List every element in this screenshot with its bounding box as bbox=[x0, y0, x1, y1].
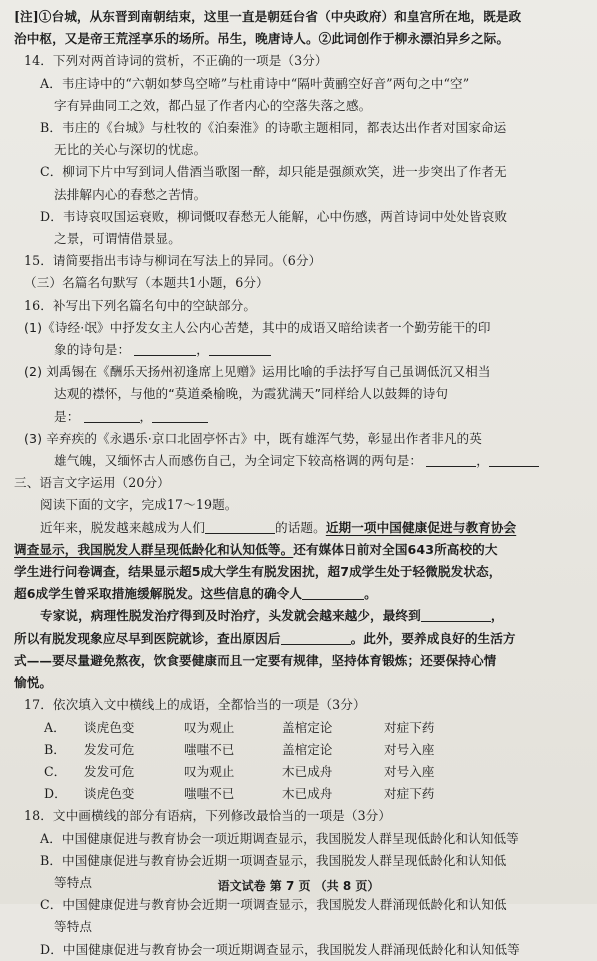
passage-line-7: 式——要尽量避免熬夜，饮食要健康而且一定要有规律，坚持体育锻炼；还要保持心情 bbox=[14, 652, 497, 668]
q18-option-b-line2: 等特点 bbox=[54, 874, 93, 890]
section-4-title: 三、语言文字运用（20分） bbox=[14, 475, 170, 491]
q17-stem: 17．依次填入文中横线上的成语，全都恰当的一项是（3分） bbox=[24, 697, 366, 713]
option-word: 盖棺定论 bbox=[282, 741, 333, 757]
q16-separator: ， bbox=[196, 342, 209, 358]
passage-text: 的话题。 bbox=[275, 519, 326, 535]
q16-item-1-line2 bbox=[14, 339, 583, 361]
q16-item-2-blank-2[interactable] bbox=[152, 408, 208, 423]
q16-item-3-line1: (3) 辛弃疾的《永遇乐·京口北固亭怀古》中，既有雄浑气势，彰显出作者非凡的英 bbox=[24, 430, 482, 446]
q14-option-b-line2: 无比的关心与深切的忧虑。 bbox=[54, 142, 207, 158]
option-word: 发发可危 bbox=[84, 763, 135, 779]
q16-stem: 16．补写出下列名篇名句中的空缺部分。 bbox=[24, 297, 257, 313]
section-3-title: （三）名篇名句默写（本题共1小题，6分） bbox=[24, 275, 269, 291]
passage-underlined-sentence: 近期一项中国健康促进与教育协会 bbox=[325, 519, 517, 535]
passage-underlined-sentence: 调查显示，我国脱发人群呈现低龄化和认知低等。 bbox=[14, 541, 294, 557]
passage-line-4 bbox=[14, 583, 583, 605]
passage-text: ， bbox=[490, 608, 504, 624]
passage-text: 还有媒体日前对全国643所高校的大 bbox=[293, 541, 498, 557]
q16-separator: ， bbox=[476, 453, 489, 469]
passage-line-3: 学生进行问卷调查，结果显示超5成大学生有脱发困扰，超7成学生处于轻微脱发状态， bbox=[14, 564, 502, 580]
q16-item-2-blank-1[interactable] bbox=[84, 408, 140, 423]
q14-stem: 14．下列对两首诗词的赏析，不正确的一项是（3分） bbox=[24, 53, 328, 69]
passage-text: 超6成学生曾采取措施缓解脱发。这些信息的确令人 bbox=[14, 586, 303, 602]
passage-line-1 bbox=[14, 517, 583, 539]
q16-item-1-blank-1[interactable] bbox=[134, 341, 196, 356]
passage-text: 。 bbox=[364, 586, 377, 602]
page-footer: 语文试卷 第 7 页 （共 8 页） bbox=[217, 879, 380, 893]
passage-line-8: 愉悦。 bbox=[14, 675, 53, 691]
option-word: 木已成舟 bbox=[282, 763, 333, 779]
passage-blank-3[interactable] bbox=[421, 607, 491, 622]
q17-option-b bbox=[14, 739, 583, 761]
option-letter: A． bbox=[44, 719, 66, 735]
option-word: 对症下药 bbox=[384, 786, 435, 802]
q18-stem: 18．文中画横线的部分有语病，下列修改最恰当的一项是（3分） bbox=[24, 808, 392, 824]
option-word: 对号入座 bbox=[384, 763, 435, 779]
option-word: 木已成舟 bbox=[282, 786, 333, 802]
q14-option-d-line1: D．韦诗哀叹国运衰败，柳词慨叹春愁无人能解，心中伤感，两首诗词中处处皆哀败 bbox=[40, 208, 508, 224]
q15-stem: 15．请简要指出韦诗与柳词在写法上的异同。（6分） bbox=[24, 253, 322, 269]
q14-option-b-line1: B．韦庄的《台城》与杜牧的《泊秦淮》的诗歌主题相同，都表达出作者对国家命运 bbox=[40, 120, 507, 136]
passage-text: 专家说，病理性脱发治疗得到及时治疗，头发就会越来越少，最终到 bbox=[40, 608, 421, 624]
option-word: 谈虎色变 bbox=[84, 719, 135, 735]
option-letter: D． bbox=[44, 786, 67, 802]
q16-item-2-line3 bbox=[14, 406, 583, 428]
option-word: 盖棺定论 bbox=[282, 719, 333, 735]
q16-item-3-line2 bbox=[14, 450, 583, 472]
option-letter: B． bbox=[44, 741, 66, 757]
q16-item-1-line1: (1)《诗经·氓》中抒发女主人公内心苦楚，其中的成语又暗给读者一个勤劳能干的印 bbox=[24, 319, 491, 335]
option-word: 嗤嗤不已 bbox=[184, 786, 235, 802]
q17-option-c bbox=[14, 761, 583, 783]
passage-text: 。此外，要养成良好的生活方 bbox=[350, 630, 516, 646]
q16-item-3-blank-2[interactable] bbox=[489, 452, 539, 467]
q18-option-c-line1: C．中国健康促进与教育协会近期一项调查显示，我国脱发人群涌现低龄化和认知低 bbox=[40, 897, 507, 913]
q16-item-1-blank-2[interactable] bbox=[209, 341, 271, 356]
q17-option-a bbox=[14, 717, 583, 739]
passage-line-5 bbox=[14, 605, 583, 627]
q16-item-1-prefix: 象的诗句是： bbox=[54, 342, 131, 358]
passage-line-6 bbox=[14, 628, 583, 650]
option-word: 叹为观止 bbox=[184, 763, 235, 779]
q14-option-c-line1: C．柳词下片中写到词人借酒当歌图一醉，却只能是强颜欢笑，进一步突出了作者无 bbox=[40, 164, 507, 180]
q16-item-3-blank-1[interactable] bbox=[426, 452, 476, 467]
q16-item-2-line2: 达观的襟怀，与他的“莫道桑榆晚，为霞犹满天”同样给人以鼓舞的诗句 bbox=[54, 386, 449, 402]
option-word: 发发可危 bbox=[84, 741, 135, 757]
q18-option-b-line1: B．中国健康促进与教育协会近期一项调查显示，我国脱发人群呈现低龄化和认知低 bbox=[40, 852, 507, 868]
q14-option-d-line2: 之景，可谓情借景显。 bbox=[54, 231, 181, 247]
option-word: 嗤嗤不已 bbox=[184, 741, 235, 757]
passage-line-2 bbox=[14, 539, 583, 561]
option-word: 叹为观止 bbox=[184, 719, 235, 735]
q18-option-a: A．中国健康促进与教育协会一项近期调查显示，我国脱发人群呈现低龄化和认知低等 bbox=[40, 830, 519, 846]
q17-option-d bbox=[14, 783, 583, 805]
option-word: 对症下药 bbox=[384, 719, 435, 735]
passage-blank-2[interactable] bbox=[302, 585, 364, 600]
option-word: 谈虎色变 bbox=[84, 786, 135, 802]
passage-text: 近年来，脱发越来越成为人们 bbox=[40, 519, 206, 535]
q16-item-3-prefix: 雄气魄，又缅怀古人而感伤自己，为全词定下较高格调的两句是： bbox=[54, 453, 423, 469]
q14-option-c-line2: 法排解内心的春愁之苦情。 bbox=[54, 186, 207, 202]
option-word: 对号入座 bbox=[384, 741, 435, 757]
passage-text: 所以有脱发现象应尽早到医院就诊，查出原因后 bbox=[14, 630, 281, 646]
q18-option-d: D．中国健康促进与教育协会一项近期调查显示，我国脱发人群涌现低龄化和认知低等 bbox=[40, 941, 520, 957]
passage-blank-4[interactable] bbox=[281, 630, 351, 645]
q16-separator: ， bbox=[139, 408, 153, 424]
q18-option-c-line2: 等特点 bbox=[54, 919, 93, 935]
q16-item-2-prefix: 是： bbox=[54, 408, 80, 424]
passage-intro: 阅读下面的文字，完成17～19题。 bbox=[40, 497, 238, 513]
note-line-1: [注]①台城，从东晋到南朝结束，这里一直是朝廷台省（中央政府）和皇宫所在地，既是政 bbox=[14, 9, 522, 24]
q16-item-2-line1: (2) 刘禹锡在《酬乐天扬州初逢席上见赠》运用比喻的手法抒写自己虽调低沉又相当 bbox=[24, 364, 491, 380]
q14-option-a-line1: A．韦庄诗中的“六朝如梦鸟空啼”与杜甫诗中“隔叶黄鹂空好音”两句之中“空” bbox=[40, 75, 470, 91]
note-line-2: 治中枢，又是帝王荒淫享乐的场所。吊生，晚唐诗人。②此词创作于柳永漂泊异乡之际。 bbox=[14, 31, 510, 47]
q14-option-a-line2: 字有异曲同工之效，都凸显了作者内心的空落失落之感。 bbox=[54, 97, 372, 113]
option-letter: C． bbox=[44, 763, 67, 779]
passage-blank-1[interactable] bbox=[205, 519, 275, 534]
